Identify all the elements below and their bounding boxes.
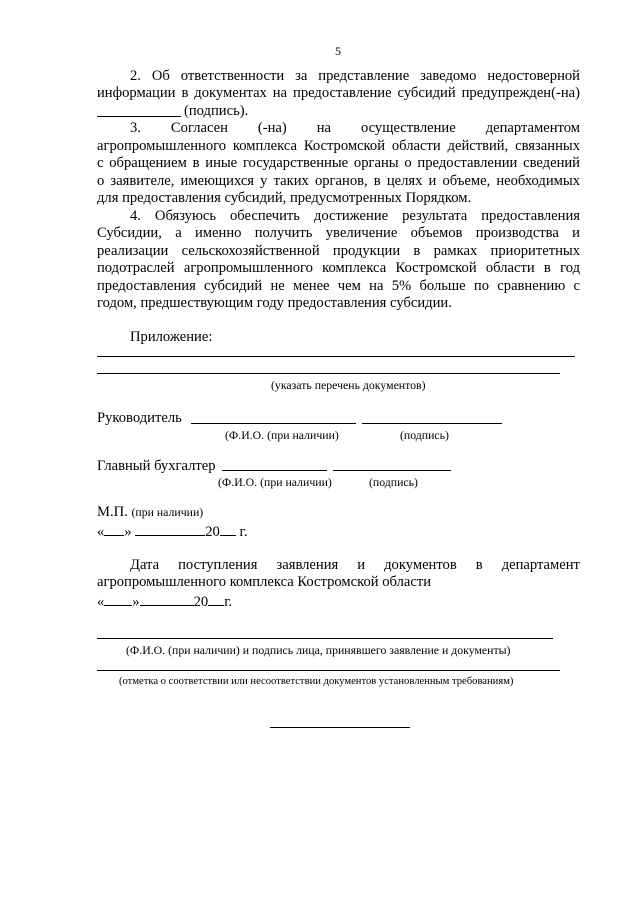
- receipt-line1: [130, 556, 580, 574]
- item3-word: департаментом: [485, 120, 580, 136]
- head-signature-line: [362, 423, 502, 424]
- receipt-close-quote: »: [132, 594, 140, 610]
- receipt-word: в: [475, 557, 483, 573]
- item4-line4: подотраслей агропромышленного комплекса Костромской области в год: [97, 260, 580, 276]
- date-open-quote: «: [97, 524, 105, 540]
- accountant-label: Главный бухгалтер: [97, 458, 216, 474]
- item2-signature-line: [97, 116, 181, 117]
- item4-line1: 4. Обязуюсь обеспечить достижение результата предоставления: [130, 208, 580, 224]
- attachment-label: Приложение:: [130, 329, 213, 345]
- accountant-signature-caption: (подпись): [369, 475, 418, 489]
- receipt-word: департамент: [501, 557, 580, 573]
- page-number: 5: [335, 44, 341, 58]
- receipt-word: документов: [384, 557, 457, 573]
- item3-line3: с обращением в иные государственные органы о предоставлении сведений: [97, 155, 580, 171]
- accountant-signature-line: [333, 470, 451, 471]
- item4-line2: Субсидии, а именно получить увеличение объемов производства и: [97, 225, 580, 241]
- attachment-line-1: [97, 356, 575, 357]
- receiver-line: [97, 638, 553, 639]
- stamp-mp: М.П.: [97, 504, 128, 520]
- date-month-blank: [135, 521, 205, 536]
- accountant-fio-caption: (Ф.И.О. (при наличии): [218, 475, 332, 489]
- receipt-word: Дата: [130, 557, 160, 573]
- head-fio-caption: (Ф.И.О. (при наличии): [225, 428, 339, 442]
- item3-line5: для предоставления субсидий, предусмотренных Порядком.: [97, 190, 472, 206]
- receipt-date: [97, 591, 232, 611]
- date-close-quote: »: [124, 524, 132, 540]
- receipt-day-blank: [104, 591, 132, 606]
- item3-word: Согласен: [170, 120, 228, 136]
- head-label: Руководитель: [97, 410, 182, 426]
- receipt-line2: агропромышленного комплекса Костромской области: [97, 574, 432, 590]
- head-signature-caption: (подпись): [400, 428, 449, 442]
- head-fio-line: [191, 423, 356, 424]
- attachment-line-2: [97, 373, 560, 374]
- item3-word: 3.: [130, 120, 141, 136]
- item2-line2: информации в документах на предоставление субсидий предупрежден(-на): [97, 85, 580, 101]
- receipt-open-quote: «: [97, 594, 105, 610]
- item3-word: (-на): [257, 120, 287, 136]
- item2-line1: 2. Об ответственности за представление заведомо недостоверной: [130, 68, 580, 84]
- item4-line5: предоставления субсидий не менее чем на 5% больше по сравнению с: [97, 278, 580, 294]
- item3-word: осуществление: [360, 120, 456, 136]
- date-year-blank: [220, 521, 236, 536]
- item2-signature-label: (подпись).: [184, 103, 249, 119]
- conformity-line: [97, 670, 560, 671]
- receipt-year-suffix: г.: [224, 594, 233, 610]
- item3-line1: [130, 119, 580, 137]
- stamp-date: [97, 521, 248, 541]
- stamp-label: [97, 503, 203, 521]
- receipt-month-blank: [140, 591, 194, 606]
- item4-line3: реализации сельскохозяйственной продукции в рамках приоритетных: [97, 243, 580, 259]
- date-day-blank: [104, 521, 124, 536]
- closing-separator: [270, 727, 410, 728]
- item4-line6: годом, предшествующим году предоставления субсидии.: [97, 295, 452, 311]
- item3-word: на: [316, 120, 332, 136]
- conformity-caption: (отметка о соответствии или несоответствии документов установленным требованиям): [119, 676, 514, 687]
- receipt-word: и: [357, 557, 366, 573]
- item3-line2: агропромышленного комплекса Костромской области действий, связанных: [97, 138, 580, 154]
- receiver-caption: (Ф.И.О. (при наличии) и подпись лица, принявшего заявление и документы): [126, 643, 511, 657]
- date-year-prefix: 20: [205, 524, 220, 540]
- accountant-fio-line: [222, 470, 327, 471]
- receipt-year-blank: [208, 591, 224, 606]
- receipt-word: поступления: [178, 557, 258, 573]
- stamp-mp-note: (при наличии): [131, 505, 204, 519]
- item3-line4: о заявителе, имеющихся у таких органов, в целях и объеме, необходимых: [97, 173, 580, 189]
- date-year-suffix: г.: [239, 524, 248, 540]
- receipt-word: заявления: [276, 557, 339, 573]
- receipt-year-prefix: 20: [193, 594, 209, 610]
- attachment-caption: (указать перечень документов): [271, 378, 426, 392]
